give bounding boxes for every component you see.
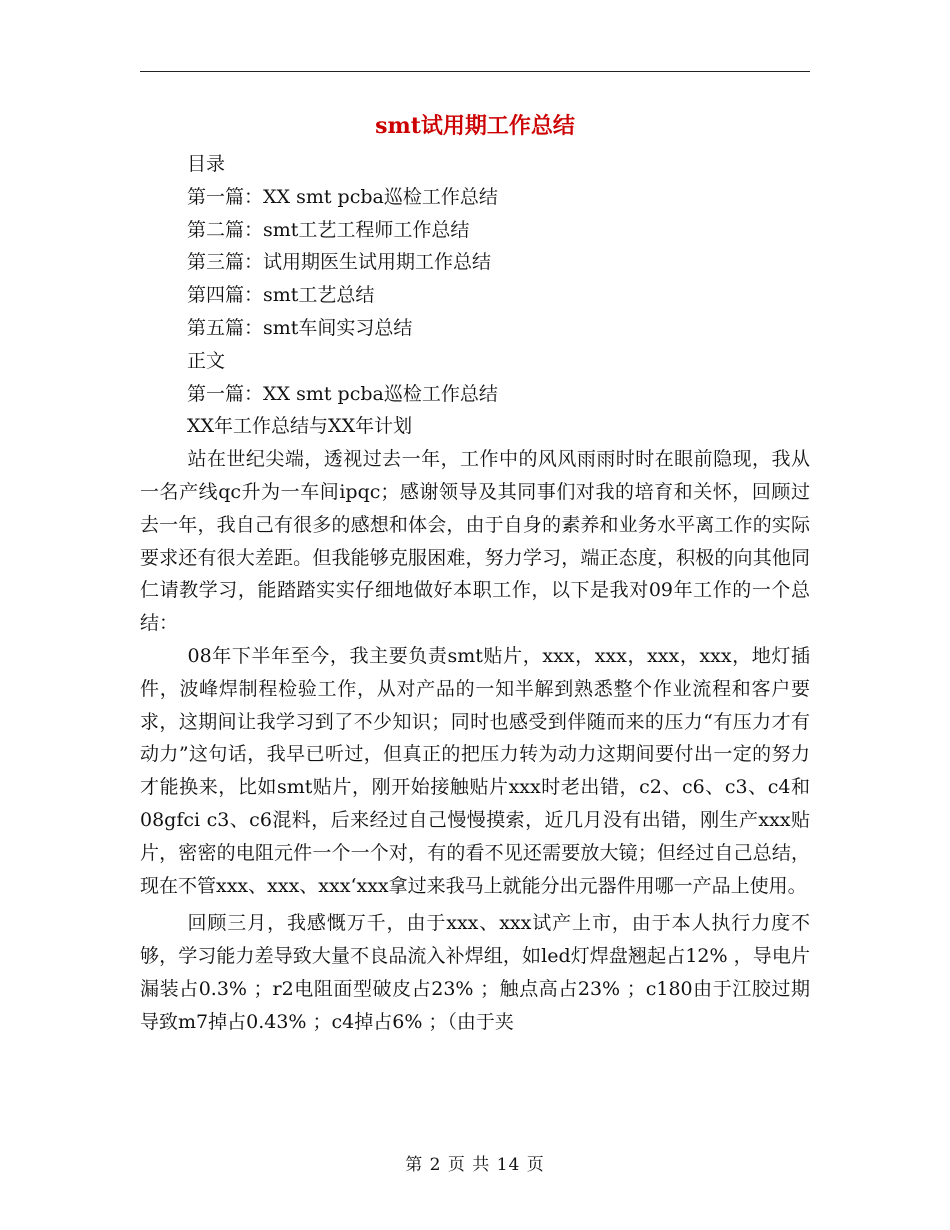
document-title: smt试用期工作总结 (375, 113, 575, 139)
toc-item-4: 第四篇：smt工艺总结 (187, 284, 375, 307)
header-rule (140, 71, 810, 72)
document-body (140, 148, 810, 1039)
body-heading: 正文 (187, 349, 226, 372)
paragraph-2: 08年下半年至今，我主要负责smt贴片，xxx，xxx，xxx，xxx，地灯插件，波峰焊制程检验工作，从对产品的一知半解到熟悉整个作业流程和客户要求，这期间让我学习到了不少知识；同时也感受到伴随而来的压力“有压力才有动力”这句话，我早已听过，但真正的把压力转为动力这期间要付出一定的努力才能换来，比如smt贴片，刚开始接触贴片xxx时老出错，c2、c6、c3、c4和08gfci c3、c6混料，后来经过自己慢慢摸索，近几月没有出错，刚生产xxx贴片，密密的电阻元件一个一个对，有的看不见还需要放大镜；但经过自己总结，现在不管xxx、xxx、xxx‘xxx拿过来我马上就能分出元器件用哪一产品上使用。 (140, 644, 810, 897)
toc-item-5: 第五篇：smt车间实习总结 (187, 316, 413, 339)
toc-item-1: 第一篇：XX smt pcba巡检工作总结 (187, 185, 498, 208)
toc-item-3: 第三篇：试用期医生试用期工作总结 (187, 251, 492, 274)
page-footer: 第 2 页 共 14 页 (405, 1155, 545, 1175)
toc-item-2: 第二篇：smt工艺工程师工作总结 (187, 218, 470, 241)
paragraph-1: 站在世纪尖端，透视过去一年，工作中的风风雨雨时时在眼前隐现，我从一名产线qc升为一车间ipqc；感谢领导及其同事们对我的培育和关怀，回顾过去一年，我自己有很多的感想和体会，由于自身的素养和业务水平离工作的实际要求还有很大差距。但我能够克服困难，努力学习，端正态度，积极的向其他同仁请教学习，能踏踏实实仔细地做好本职工作，以下是我对09年工作的一个总结： (140, 448, 810, 635)
section-subtitle: XX年工作总结与XX年计划 (187, 415, 413, 438)
paragraph-3: 回顾三月，我感慨万千，由于xxx、xxx试产上市，由于本人执行力度不够，学习能力差导致大量不良品流入补焊组，如led灯焊盘翘起占12% ，导电片漏装占0.3% ；r2电阻面型破皮占23% ；触点高占23% ；c180由于江胶过期导致m7掉占0.43% ；c4掉占6% ；（由于夹 (140, 912, 810, 1033)
toc-heading: 目录 (187, 153, 226, 175)
section-title: 第一篇：XX smt pcba巡检工作总结 (187, 382, 498, 405)
